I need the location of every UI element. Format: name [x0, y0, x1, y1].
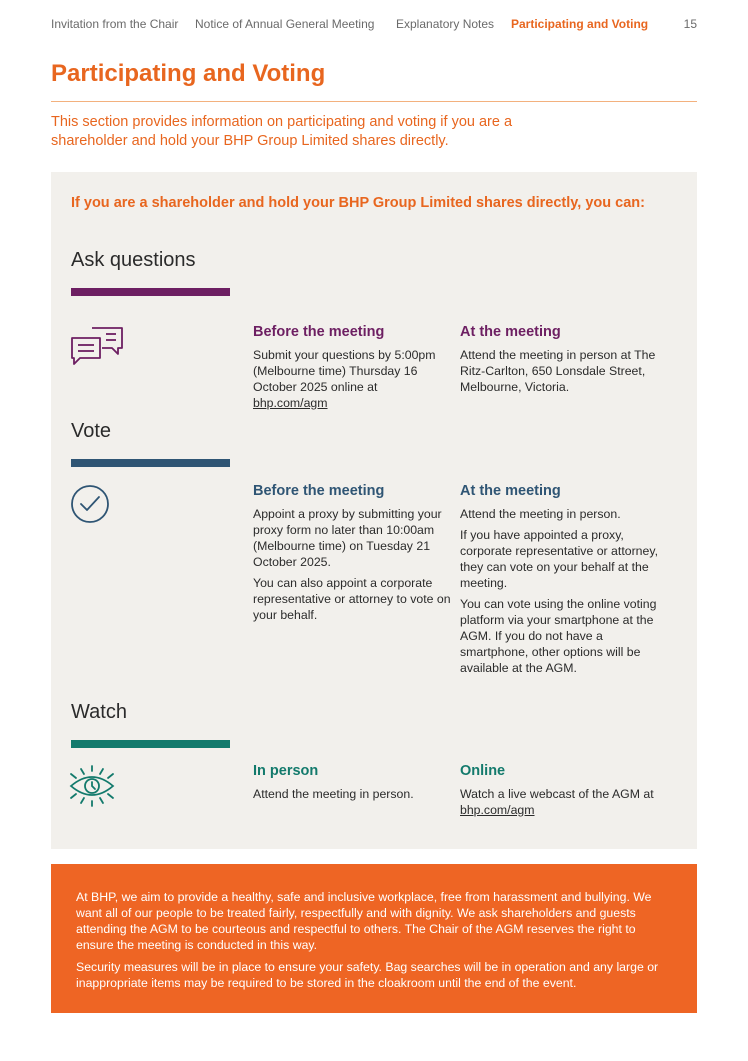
nav-notice-of-agm[interactable]: Notice of Annual General Meeting [195, 17, 375, 31]
vote-at-text-2: If you have appointed a proxy, corporate representative or attorney, they can vote on your behalf at the meeting. [460, 528, 658, 590]
title-divider [51, 101, 697, 102]
watch-in-person-column [253, 762, 453, 807]
ask-before-column [253, 323, 453, 416]
conduct-notice-text-1: At BHP, we aim to provide a healthy, safe and inclusive workplace, free from harassment and bullying. We want all of our people to be treated fairly, respectfully and with dignity. We ask shareholders and guests attending the AGM to be courteous and respectful to others. The Chair of the AGM reserves the right to ensure the meeting is conducted in this way. [76, 890, 652, 952]
watch-agm-link[interactable]: bhp.com/agm [460, 803, 535, 817]
nav-explanatory-notes[interactable]: Explanatory Notes [396, 17, 495, 31]
vote-bar [71, 459, 230, 467]
page-title: Participating and Voting [51, 60, 326, 87]
eye-icon [67, 764, 117, 808]
conduct-notice-box [51, 864, 697, 1013]
vote-before-text-1: Appoint a proxy by submitting your proxy form no later than 10:00am (Melbourne time) on Tuesday 21 October 2025. [253, 507, 442, 569]
vote-at-heading: At the meeting [460, 483, 561, 499]
ask-questions-bar [71, 288, 230, 296]
ask-agm-link[interactable]: bhp.com/agm [253, 396, 328, 410]
ask-at-text: Attend the meeting in person at The Ritz-Carlton, 650 Lonsdale Street, Melbourne, Victoria. [460, 348, 656, 394]
ask-questions-title: Ask questions [71, 249, 196, 271]
vote-before-column [253, 482, 453, 628]
watch-online-column [460, 762, 660, 823]
panel-heading: If you are a shareholder and hold your BHP Group Limited shares directly, you can: [71, 195, 645, 211]
vote-before-text-2: You can also appoint a corporate representative or attorney to vote on your behalf. [253, 576, 451, 622]
chat-bubbles-icon [68, 324, 126, 368]
ask-at-column [460, 323, 660, 400]
watch-in-person-heading: In person [253, 763, 319, 779]
watch-title: Watch [71, 701, 127, 723]
vote-title: Vote [71, 420, 112, 442]
nav-participating-and-voting[interactable]: Participating and Voting [511, 17, 649, 31]
vote-at-text-3: You can vote using the online voting platform via your smartphone at the AGM. If you do not have a smartphone, other options will be available at the AGM. [460, 597, 657, 675]
vote-at-text-1: Attend the meeting in person. [460, 507, 621, 521]
vote-before-heading: Before the meeting [253, 483, 385, 499]
nav-invitation-from-the-chair[interactable]: Invitation from the Chair [51, 17, 179, 31]
top-nav [51, 17, 697, 33]
vote-at-column [460, 482, 660, 681]
conduct-notice-text-2: Security measures will be in place to ensure your safety. Bag searches will be in operation and any large or inappropriate items may be required to be stored in the cloakroom until the end of the event. [76, 960, 659, 990]
ask-before-heading: Before the meeting [253, 324, 385, 340]
intro-text: This section provides information on participating and voting if you are a shareholder and hold your BHP Group Limited shares directly. [51, 114, 513, 149]
watch-online-heading: Online [460, 763, 506, 779]
ask-at-heading: At the meeting [460, 324, 561, 340]
page-number: 15 [683, 17, 697, 31]
watch-bar [71, 740, 230, 748]
watch-online-text: Watch a live webcast of the AGM at bhp.com/agm [460, 787, 654, 817]
checkmark-circle-icon [70, 484, 110, 524]
ask-before-text: Submit your questions by 5:00pm (Melbourne time) Thursday 16 October 2025 online at bhp.com/agm [253, 348, 436, 410]
watch-in-person-text: Attend the meeting in person. [253, 787, 414, 801]
